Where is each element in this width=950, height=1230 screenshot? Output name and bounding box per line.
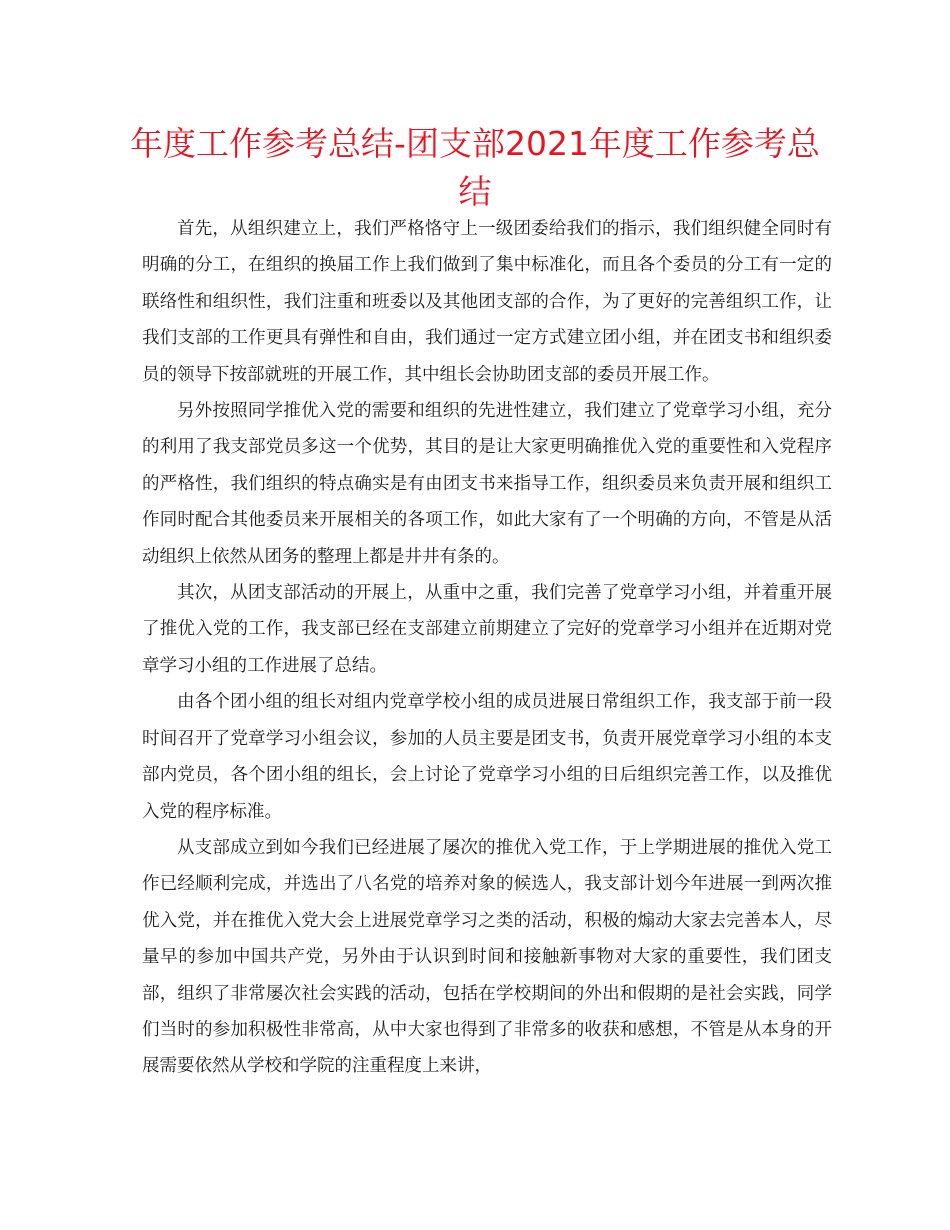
- paragraph-3: 其次，从团支部活动的开展上，从重中之重，我们完善了党章学习小组，并着重开展了推优入党的工作，我支部已经在支部建立前期建立了完好的党章学习小组并在近期对党章学习小组的工作进展了总结。: [142, 583, 832, 676]
- paragraph-2: 另外按照同学推优入党的需要和组织的先进性建立，我们建立了党章学习小组，充分的利用了我支部党员多这一个优势，其目的是让大家更明确推优入党的重要性和入党程序的严格性，我们组织的特点确实是有由团支书来指导工作，组织委员来负责开展和组织工作同时配合其他委员来开展相关的各项工作，如此大家有了一个明确的方向，不管是从活动组织上依然从团务的整理上都是井井有条的。: [142, 401, 832, 567]
- document-body: [142, 211, 832, 1085]
- document-title: 年度工作参考总结-团支部2021年度工作参考总结: [130, 124, 820, 211]
- paragraph-1: 首先，从组织建立上，我们严格恪守上一级团委给我们的指示，我们组织健全同时有明确的分工，在组织的换届工作上我们做到了集中标准化，而且各个委员的分工有一定的联络性和组织性，我们注重和班委以及其他团支部的合作，为了更好的完善组织工作，让我们支部的工作更具有弹性和自由，我们通过一定方式建立团小组，并在团支书和组织委员的领导下按部就班的开展工作，其中组长会协助团支部的委员开展工作。: [142, 219, 832, 385]
- paragraph-4: 由各个团小组的组长对组内党章学校小组的成员进展日常组织工作，我支部于前一段时间召开了党章学习小组会议，参加的人员主要是团支书，负责开展党章学习小组的本支部内党员，各个团小组的组长，会上讨论了党章学习小组的日后组织完善工作，以及推优入党的程序标准。: [142, 692, 832, 822]
- paragraph-5: 从支部成立到如今我们已经进展了屡次的推优入党工作，于上学期进展的推优入党工作已经顺利完成，并选出了八名党的培养对象的候选人，我支部计划今年进展一到两次推优入党，并在推优入党大会上进展党章学习之类的活动，积极的煽动大家去完善本人，尽量早的参加中国共产党，另外由于认识到时间和接触新事物对大家的重要性，我们团支部，组织了非常屡次社会实践的活动，包括在学校期间的外出和假期的是社会实践，同学们当时的参加积极性非常高，从中大家也得到了非常多的收获和感想，不管是从本身的开展需要依然从学校和学院的注重程度上来讲，: [142, 837, 832, 1077]
